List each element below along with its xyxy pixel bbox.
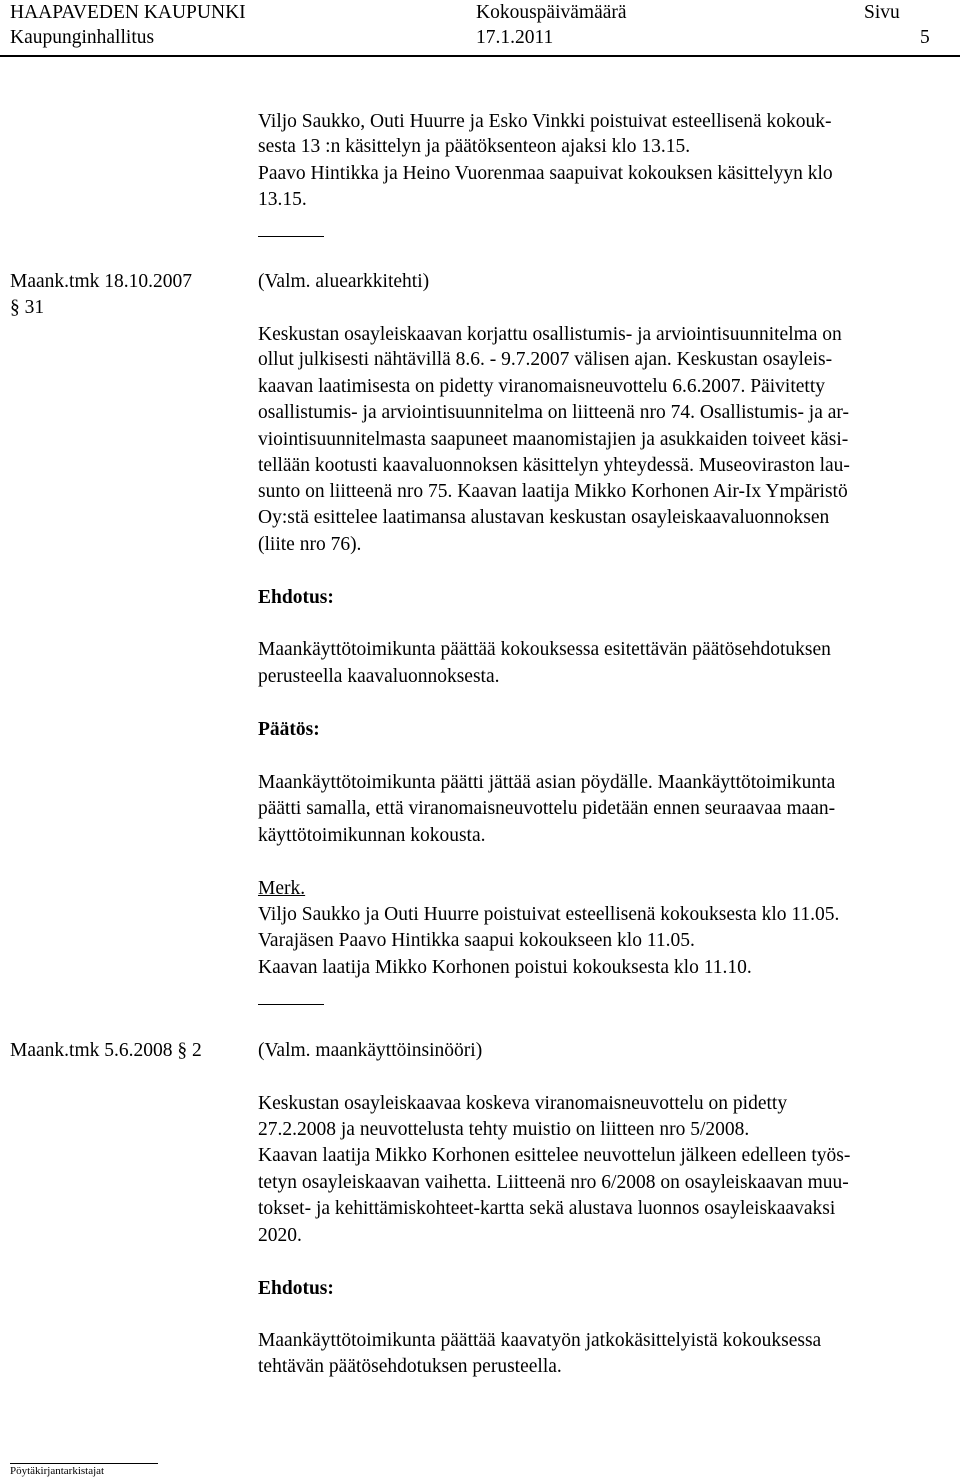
item2-body-line: Keskustan osayleiskaavaa koskeva viranomaisneuvottelu on pidetty bbox=[258, 1093, 788, 1114]
item2-body-line: tokset- ja kehittämiskohteet-kartta sekä alustava luonnos osayleiskaavaksi bbox=[258, 1198, 836, 1219]
header-page-label: Sivu bbox=[864, 2, 900, 23]
item1-body-line: ollut julkisesti nähtävillä 8.6. - 9.7.2007 välisen ajan. Keskustan osayleis- bbox=[258, 349, 833, 370]
item1-body-line: kaavan laatimisesta on pidetty viranomaisneuvottelu 6.6.2007. Päivitetty bbox=[258, 376, 826, 397]
item2-preparer: (Valm. maankäyttöinsinööri) bbox=[258, 1040, 483, 1061]
item1-body-line: tellään kootusti kaavaluonnoksen käsittelyn yhteydessä. Museoviraston lau- bbox=[258, 455, 850, 476]
item1-body-line: (liite nro 76). bbox=[258, 534, 362, 555]
header-org: HAAPAVEDEN KAUPUNKI bbox=[10, 2, 246, 23]
item1-preparer: (Valm. aluearkkitehti) bbox=[258, 271, 430, 292]
item1-note-line: Varajäsen Paavo Hintikka saapui kokoukseen klo 11.05. bbox=[258, 930, 695, 951]
header-body: Kaupunginhallitus bbox=[10, 27, 155, 48]
header-date: 17.1.2011 bbox=[476, 27, 554, 48]
item2-proposal-line: Maankäyttötoimikunta päättää kaavatyön jatkokäsittelyistä kokouksessa bbox=[258, 1330, 822, 1351]
item1-body-line: viointisuunnitelmasta saapuneet maanomistajien ja asukkaiden toiveet käsi- bbox=[258, 429, 849, 450]
footer-label: Pöytäkirjantarkistajat bbox=[10, 1465, 105, 1477]
item1-proposal-line: perusteella kaavaluonnoksesta. bbox=[258, 666, 500, 687]
item2-body-line: Kaavan laatija Mikko Korhonen esittelee neuvottelun jälkeen edelleen työs- bbox=[258, 1145, 851, 1166]
header-date-label: Kokouspäivämäärä bbox=[476, 2, 627, 23]
item1-section-number: § 31 bbox=[10, 297, 45, 318]
item1-decision-heading: Päätös: bbox=[258, 719, 320, 740]
intro-line: Viljo Saukko, Outi Huurre ja Esko Vinkki poistuivat esteellisenä kokouk- bbox=[258, 111, 832, 132]
intro-line: sesta 13 :n käsittelyn ja päätöksenteon ajaksi klo 13.15. bbox=[258, 136, 691, 157]
footer-signature-line bbox=[10, 1463, 158, 1464]
item1-note-heading: Merk. bbox=[258, 878, 306, 899]
item1-proposal-heading: Ehdotus: bbox=[258, 587, 334, 608]
item1-decision-line: päätti samalla, että viranomaisneuvottelu pidetään ennen seuraavaa maan- bbox=[258, 798, 836, 819]
page-header bbox=[0, 0, 960, 52]
item2-body-line: 27.2.2008 ja neuvottelusta tehty muistio on liitteen nro 5/2008. bbox=[258, 1119, 750, 1140]
item2-proposal-heading: Ehdotus: bbox=[258, 1278, 334, 1299]
header-page-number: 5 bbox=[920, 27, 930, 48]
item1-proposal-line: Maankäyttötoimikunta päättää kokouksessa esitettävän päätösehdotuksen bbox=[258, 639, 831, 660]
item1-note-line: Kaavan laatija Mikko Korhonen poistui kokouksesta klo 11.10. bbox=[258, 957, 752, 978]
item1-body-line: Oy:stä esittelee laatimansa alustavan keskustan osayleiskaavaluonnoksen bbox=[258, 507, 830, 528]
item1-body-line: sunto on liitteenä nro 75. Kaavan laatija Mikko Korhonen Air-Ix Ympäristö bbox=[258, 481, 848, 502]
item1-note-line: Viljo Saukko ja Outi Huurre poistuivat esteellisenä kokouksesta klo 11.05. bbox=[258, 904, 840, 925]
item1-reference: Maank.tmk 18.10.2007 bbox=[10, 271, 192, 292]
item1-decision-line: Maankäyttötoimikunta päätti jättää asian pöydälle. Maankäyttötoimikunta bbox=[258, 772, 836, 793]
header-divider bbox=[0, 55, 960, 57]
item2-body-line: 2020. bbox=[258, 1225, 302, 1246]
section-separator bbox=[258, 1004, 324, 1005]
item2-proposal-line: tehtävän päätösehdotuksen perusteella. bbox=[258, 1356, 562, 1377]
item1-decision-line: käyttötoimikunnan kokousta. bbox=[258, 825, 486, 846]
item1-body-line: osallistumis- ja arviointisuunnitelma on liitteenä nro 74. Osallistumis- ja ar- bbox=[258, 402, 850, 423]
item1-body-line: Keskustan osayleiskaavan korjattu osallistumis- ja arviointisuunnitelma on bbox=[258, 324, 842, 345]
item2-body-line: tetyn osayleiskaavan vaihetta. Liitteenä nro 6/2008 on osayleiskaavan muu- bbox=[258, 1172, 849, 1193]
intro-line: 13.15. bbox=[258, 189, 307, 210]
intro-line: Paavo Hintikka ja Heino Vuorenmaa saapuivat kokouksen käsittelyyn klo bbox=[258, 163, 833, 184]
section-separator bbox=[258, 236, 324, 237]
item2-reference: Maank.tmk 5.6.2008 § 2 bbox=[10, 1040, 202, 1061]
